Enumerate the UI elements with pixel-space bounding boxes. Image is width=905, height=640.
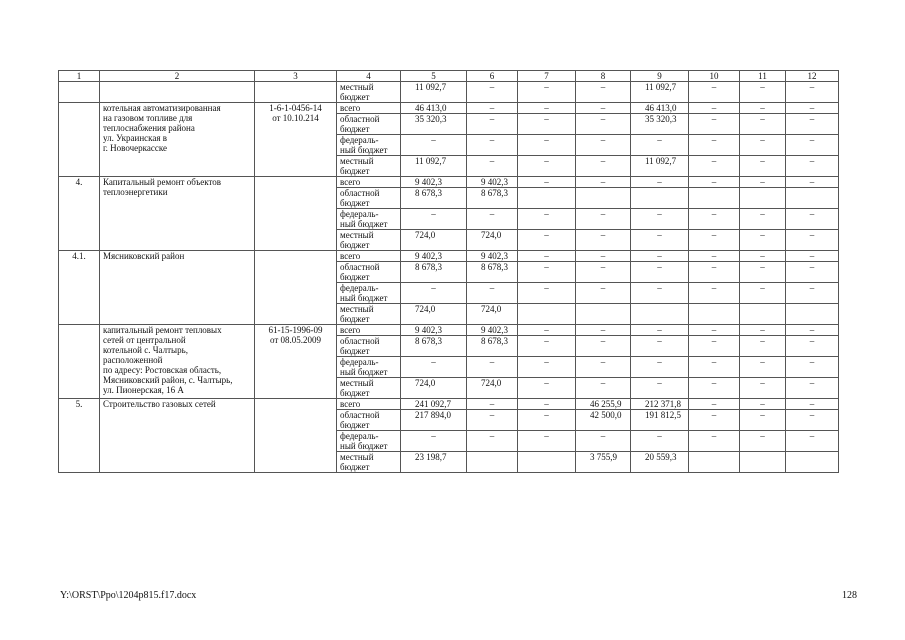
value-cell: – <box>518 135 576 156</box>
value-cell: – <box>689 251 740 262</box>
value-cell <box>786 452 839 473</box>
item-name-cell: капитальный ремонт тепловых сетей от центральной котельной с. Чалтырь, расположенной по адресу: Ростовская область, Мясниковский район, с. Чалтырь, ул. Пионерская, 16 А <box>100 325 255 399</box>
value-cell: – <box>518 82 576 103</box>
value-cell: – <box>786 103 839 114</box>
value-cell: – <box>740 177 786 188</box>
table-row <box>59 251 839 262</box>
value-cell <box>631 188 689 209</box>
value-cell: – <box>689 410 740 431</box>
funding-source-cell: областной бюджет <box>337 114 401 135</box>
value-cell: – <box>740 82 786 103</box>
funding-source-cell: областной бюджет <box>337 188 401 209</box>
value-cell: 724,0 <box>401 378 467 399</box>
header-cell: 8 <box>576 71 631 82</box>
value-cell: 9 402,3 <box>467 251 518 262</box>
value-cell <box>689 452 740 473</box>
value-cell: – <box>518 156 576 177</box>
value-cell: – <box>740 431 786 452</box>
value-cell: – <box>518 262 576 283</box>
value-cell: 11 092,7 <box>631 82 689 103</box>
value-cell: 212 371,8 <box>631 399 689 410</box>
funding-source-cell: федераль- ный бюджет <box>337 209 401 230</box>
value-cell: – <box>576 230 631 251</box>
value-cell: – <box>689 156 740 177</box>
value-cell: – <box>518 114 576 135</box>
value-cell: – <box>467 82 518 103</box>
value-cell: – <box>740 357 786 378</box>
funding-source-cell: всего <box>337 325 401 336</box>
table-row <box>59 82 839 103</box>
funding-source-cell: всего <box>337 177 401 188</box>
funding-source-cell: всего <box>337 251 401 262</box>
value-cell: – <box>467 399 518 410</box>
funding-source-cell: местный бюджет <box>337 156 401 177</box>
value-cell: – <box>740 156 786 177</box>
value-cell: – <box>518 410 576 431</box>
value-cell: – <box>467 410 518 431</box>
value-cell: 724,0 <box>401 230 467 251</box>
value-cell: – <box>740 114 786 135</box>
value-cell <box>740 452 786 473</box>
document-code-cell: 61-15-1996-09 от 08.05.2009 <box>255 325 337 399</box>
value-cell <box>631 304 689 325</box>
value-cell: – <box>576 156 631 177</box>
value-cell: – <box>689 177 740 188</box>
value-cell: 11 092,7 <box>631 156 689 177</box>
value-cell: – <box>786 251 839 262</box>
funding-source-cell: федераль- ный бюджет <box>337 283 401 304</box>
value-cell: – <box>518 357 576 378</box>
table-row <box>59 325 839 336</box>
value-cell: 241 092,7 <box>401 399 467 410</box>
value-cell: – <box>518 251 576 262</box>
item-name-cell: Мясниковский район <box>100 251 255 325</box>
value-cell: – <box>631 230 689 251</box>
value-cell: – <box>576 431 631 452</box>
value-cell: 9 402,3 <box>467 177 518 188</box>
value-cell: 46 413,0 <box>631 103 689 114</box>
value-cell: 23 198,7 <box>401 452 467 473</box>
value-cell: – <box>576 336 631 357</box>
value-cell: – <box>518 325 576 336</box>
value-cell: – <box>786 262 839 283</box>
value-cell: – <box>786 431 839 452</box>
header-cell: 6 <box>467 71 518 82</box>
value-cell: – <box>576 378 631 399</box>
item-name-cell: Капитальный ремонт объектов теплоэнергетики <box>100 177 255 251</box>
value-cell: 8 678,3 <box>467 188 518 209</box>
value-cell: – <box>689 103 740 114</box>
value-cell: 35 320,3 <box>401 114 467 135</box>
header-cell: 4 <box>337 71 401 82</box>
value-cell: – <box>631 177 689 188</box>
value-cell: – <box>518 399 576 410</box>
value-cell: – <box>786 336 839 357</box>
value-cell: – <box>631 336 689 357</box>
value-cell <box>518 452 576 473</box>
value-cell: – <box>631 357 689 378</box>
value-cell: – <box>786 156 839 177</box>
value-cell: – <box>576 135 631 156</box>
value-cell: – <box>631 209 689 230</box>
value-cell: – <box>786 378 839 399</box>
value-cell: 9 402,3 <box>401 177 467 188</box>
row-number-cell <box>59 325 100 399</box>
funding-source-cell: областной бюджет <box>337 410 401 431</box>
value-cell: 9 402,3 <box>401 325 467 336</box>
value-cell: – <box>740 251 786 262</box>
value-cell: – <box>576 82 631 103</box>
value-cell: – <box>689 114 740 135</box>
header-cell: 7 <box>518 71 576 82</box>
footer-page-number: 128 <box>842 590 857 601</box>
value-cell <box>786 188 839 209</box>
item-name-cell: котельная автоматизированная на газовом топливе для теплоснабжения района ул. Украинская в г. Новочеркасске <box>100 103 255 177</box>
value-cell: – <box>467 357 518 378</box>
footer-file-path: Y:\ORST\Ppo\1204p815.f17.docx <box>60 590 197 601</box>
value-cell <box>689 188 740 209</box>
value-cell: 3 755,9 <box>576 452 631 473</box>
value-cell: 8 678,3 <box>401 262 467 283</box>
header-cell: 2 <box>100 71 255 82</box>
value-cell: – <box>740 336 786 357</box>
value-cell: – <box>786 399 839 410</box>
value-cell: – <box>740 103 786 114</box>
value-cell <box>689 304 740 325</box>
value-cell: 217 894,0 <box>401 410 467 431</box>
value-cell: – <box>786 209 839 230</box>
value-cell: – <box>786 135 839 156</box>
value-cell: – <box>467 135 518 156</box>
row-number-cell: 5. <box>59 399 100 473</box>
value-cell: – <box>631 283 689 304</box>
value-cell: – <box>518 103 576 114</box>
value-cell: – <box>689 325 740 336</box>
item-name-cell <box>100 82 255 103</box>
funding-source-cell: областной бюджет <box>337 336 401 357</box>
value-cell: – <box>576 177 631 188</box>
document-code-cell <box>255 177 337 251</box>
value-cell: – <box>467 209 518 230</box>
value-cell: – <box>740 283 786 304</box>
value-cell: 8 678,3 <box>401 188 467 209</box>
header-cell: 3 <box>255 71 337 82</box>
row-number-cell: 4.1. <box>59 251 100 325</box>
value-cell: – <box>576 114 631 135</box>
value-cell: – <box>576 251 631 262</box>
value-cell: – <box>401 431 467 452</box>
value-cell: – <box>740 230 786 251</box>
value-cell: – <box>631 251 689 262</box>
value-cell: 46 413,0 <box>401 103 467 114</box>
budget-table <box>58 70 839 473</box>
value-cell: 9 402,3 <box>401 251 467 262</box>
value-cell: – <box>576 283 631 304</box>
value-cell: – <box>576 103 631 114</box>
value-cell <box>518 304 576 325</box>
value-cell: – <box>518 431 576 452</box>
value-cell: – <box>631 135 689 156</box>
header-cell: 10 <box>689 71 740 82</box>
value-cell: 724,0 <box>467 230 518 251</box>
value-cell: – <box>689 378 740 399</box>
value-cell: – <box>518 209 576 230</box>
item-name-cell: Строительство газовых сетей <box>100 399 255 473</box>
value-cell: – <box>786 177 839 188</box>
funding-source-cell: всего <box>337 103 401 114</box>
value-cell: 35 320,3 <box>631 114 689 135</box>
value-cell: – <box>576 262 631 283</box>
value-cell: – <box>631 262 689 283</box>
header-cell: 5 <box>401 71 467 82</box>
value-cell: – <box>786 230 839 251</box>
value-cell: – <box>786 357 839 378</box>
funding-source-cell: местный бюджет <box>337 378 401 399</box>
value-cell: – <box>631 378 689 399</box>
document-code-cell: 1-6-1-0456-14 от 10.10.214 <box>255 103 337 177</box>
value-cell: – <box>401 283 467 304</box>
value-cell: – <box>467 283 518 304</box>
value-cell: 8 678,3 <box>467 262 518 283</box>
funding-source-cell: федераль- ный бюджет <box>337 431 401 452</box>
value-cell: 8 678,3 <box>467 336 518 357</box>
document-code-cell <box>255 82 337 103</box>
value-cell: – <box>689 135 740 156</box>
funding-source-cell: всего <box>337 399 401 410</box>
value-cell: – <box>689 357 740 378</box>
value-cell <box>576 188 631 209</box>
value-cell: – <box>401 357 467 378</box>
value-cell: 9 402,3 <box>467 325 518 336</box>
value-cell: – <box>518 378 576 399</box>
row-number-cell <box>59 103 100 177</box>
funding-source-cell: федераль- ный бюджет <box>337 357 401 378</box>
funding-source-cell: местный бюджет <box>337 230 401 251</box>
value-cell: – <box>740 262 786 283</box>
value-cell: 11 092,7 <box>401 156 467 177</box>
value-cell: – <box>786 410 839 431</box>
value-cell: – <box>689 283 740 304</box>
table-row <box>59 177 839 188</box>
funding-source-cell: местный бюджет <box>337 82 401 103</box>
row-number-cell: 4. <box>59 177 100 251</box>
value-cell: 724,0 <box>467 304 518 325</box>
table-header-row <box>59 71 839 82</box>
value-cell: – <box>401 209 467 230</box>
value-cell: – <box>689 230 740 251</box>
document-code-cell <box>255 399 337 473</box>
row-number-cell <box>59 82 100 103</box>
funding-source-cell: местный бюджет <box>337 452 401 473</box>
value-cell: 11 092,7 <box>401 82 467 103</box>
value-cell: – <box>576 357 631 378</box>
value-cell: – <box>467 114 518 135</box>
value-cell: – <box>467 103 518 114</box>
value-cell: – <box>631 431 689 452</box>
value-cell: – <box>401 135 467 156</box>
value-cell: – <box>786 114 839 135</box>
value-cell: – <box>518 177 576 188</box>
value-cell: – <box>576 209 631 230</box>
value-cell: – <box>740 135 786 156</box>
value-cell: – <box>467 431 518 452</box>
funding-source-cell: местный бюджет <box>337 304 401 325</box>
value-cell: – <box>740 378 786 399</box>
document-code-cell <box>255 251 337 325</box>
value-cell: – <box>689 209 740 230</box>
value-cell: – <box>467 156 518 177</box>
value-cell: – <box>518 230 576 251</box>
value-cell: – <box>786 283 839 304</box>
header-cell: 1 <box>59 71 100 82</box>
value-cell: – <box>689 399 740 410</box>
value-cell: 46 255,9 <box>576 399 631 410</box>
header-cell: 9 <box>631 71 689 82</box>
value-cell: – <box>740 325 786 336</box>
value-cell: – <box>631 325 689 336</box>
value-cell: – <box>689 336 740 357</box>
value-cell: – <box>518 336 576 357</box>
value-cell: – <box>740 410 786 431</box>
value-cell: – <box>786 82 839 103</box>
value-cell: 42 500,0 <box>576 410 631 431</box>
value-cell: – <box>740 399 786 410</box>
value-cell: 724,0 <box>401 304 467 325</box>
value-cell: 8 678,3 <box>401 336 467 357</box>
table-row <box>59 103 839 114</box>
funding-source-cell: федераль- ный бюджет <box>337 135 401 156</box>
value-cell: 191 812,5 <box>631 410 689 431</box>
value-cell: – <box>689 431 740 452</box>
table-row <box>59 399 839 410</box>
header-cell: 11 <box>740 71 786 82</box>
value-cell <box>518 188 576 209</box>
value-cell: – <box>689 262 740 283</box>
value-cell <box>576 304 631 325</box>
header-cell: 12 <box>786 71 839 82</box>
value-cell: 724,0 <box>467 378 518 399</box>
value-cell: – <box>518 283 576 304</box>
value-cell: 20 559,3 <box>631 452 689 473</box>
funding-source-cell: областной бюджет <box>337 262 401 283</box>
value-cell <box>740 188 786 209</box>
value-cell: – <box>740 209 786 230</box>
value-cell: – <box>576 325 631 336</box>
value-cell: – <box>689 82 740 103</box>
value-cell <box>467 452 518 473</box>
value-cell <box>740 304 786 325</box>
value-cell <box>786 304 839 325</box>
value-cell: – <box>786 325 839 336</box>
